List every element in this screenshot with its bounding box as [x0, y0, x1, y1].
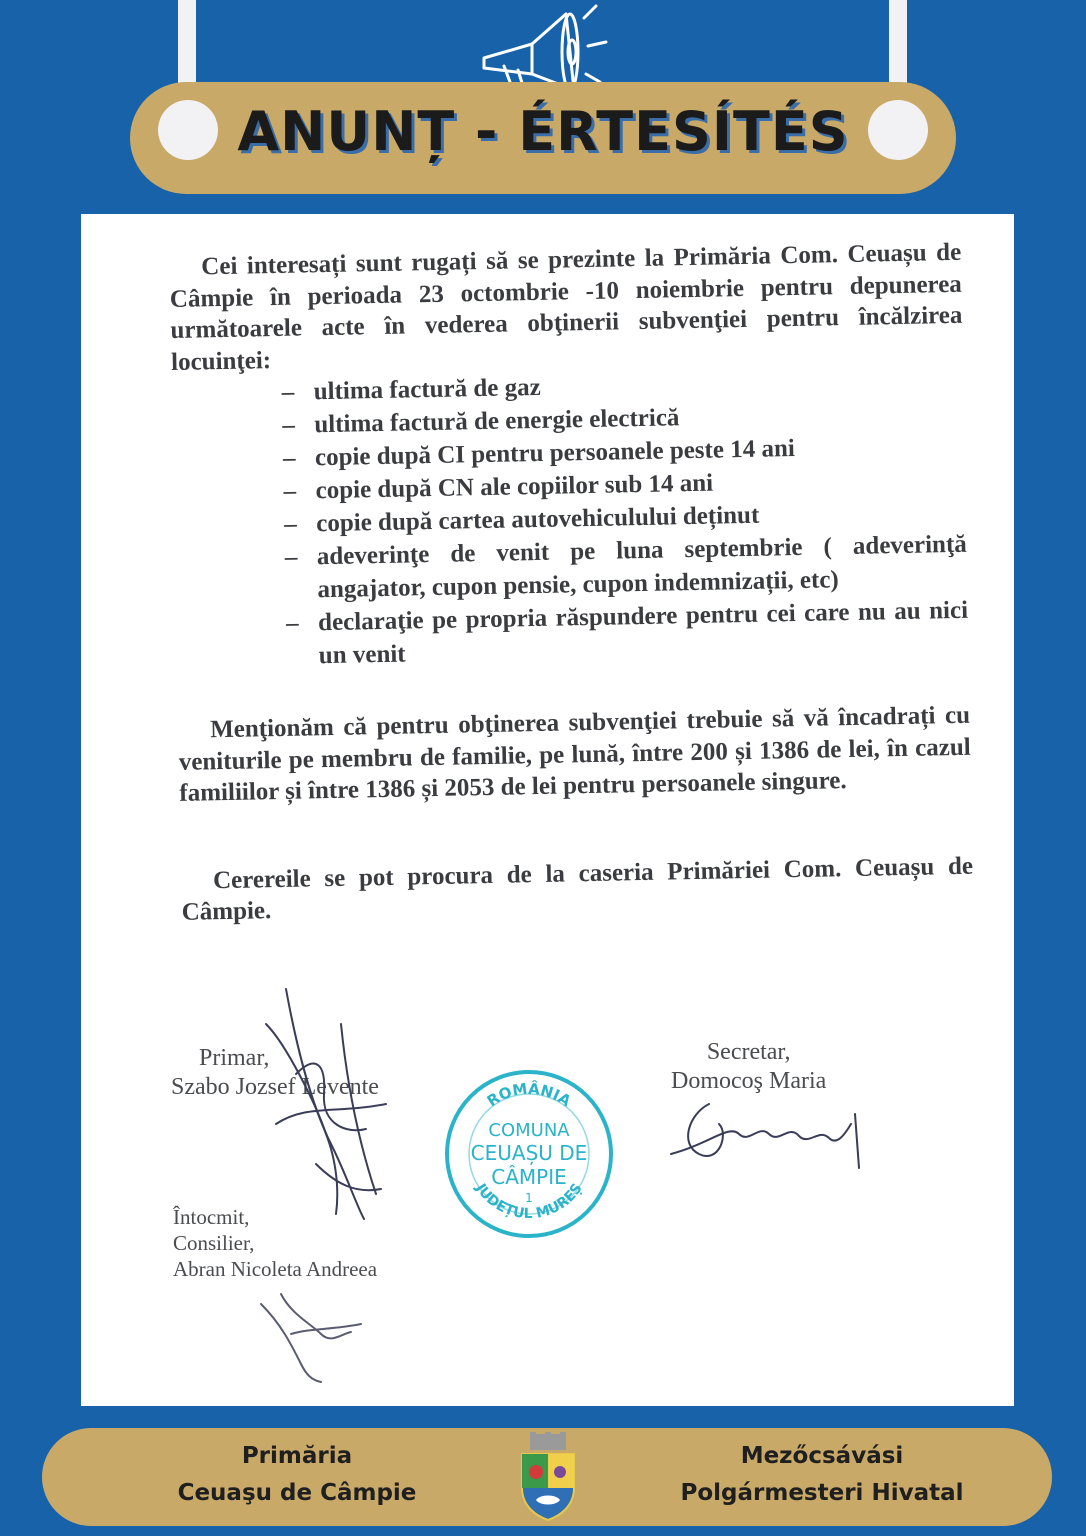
income-mention-paragraph: Menţionăm că pentru obţinerea subvenţiei trebuie să vă încadrați cu veniturile pe membru de familie, pe lună, între 200 și 1386 de lei, în cazul familiilor și între 1386 și 2053 de lei pentru persoanele singure.: [178, 701, 971, 807]
intro-paragraph: Cei interesați sunt rugați să se prezinte la Primăria Com. Ceuașu de Câmpie în perioada 23 octombrie -10 noiembrie pentru depunerea următoarele acte în vederea obţinerii subvenţiei pentru încălzirea locuinţei:: [169, 238, 963, 376]
title-banner: [130, 82, 956, 194]
footer-right-line1: Mezőcsávási: [740, 1443, 904, 1469]
stamp-line2: CEUAȘU DE: [470, 1141, 588, 1165]
footer-right-line2: Polgármesteri Hivatal: [680, 1480, 964, 1506]
list-item: – copie după CN ale copiilor sub 14 ani: [283, 469, 714, 505]
footer-left-line2: Ceuaşu de Câmpie: [177, 1480, 417, 1506]
prepared-by-label: Întocmit,: [173, 1205, 250, 1229]
prepared-by-role: Consilier,: [173, 1231, 255, 1255]
footer-left-line1: Primăria: [241, 1443, 353, 1469]
svg-text:ROMÂNIA: [484, 1079, 575, 1111]
footer-hungarian-institution: [642, 1438, 1002, 1512]
page-title: ANUNȚ - ÉRTESÍTÉS: [237, 100, 849, 163]
stamp-line3: CÂMPIE: [491, 1165, 567, 1189]
list-item: – declaraţie pe propria răspundere pentru cei care nu au nici un venit: [285, 596, 969, 670]
stamp-bottom-text: JUDEȚUL MUREȘ: [472, 1180, 586, 1223]
list-item: – adeverinţe de venit pe luna septembrie ( adeverinţă angajator, cupon pensie, cupon indemnizații, etc): [284, 530, 968, 604]
consilier-handwritten-signature: [251, 1284, 371, 1384]
mayor-name: Szabo Jozsef Levente: [171, 1074, 379, 1100]
prepared-by-name: Abran Nicoleta Andreea: [173, 1257, 378, 1281]
list-item: – ultima factură de energie electrică: [282, 404, 680, 439]
list-item: – copie după CI pentru persoanele peste 14 ani: [282, 435, 796, 472]
secretary-name: Domocoş Maria: [671, 1068, 827, 1094]
secretary-role: Secretar,: [706, 1039, 791, 1065]
mayor-handwritten-signature: [256, 984, 396, 1224]
footer-banner: [42, 1428, 1052, 1526]
list-item: – ultima factură de gaz: [281, 373, 541, 406]
stamp-line1: COMUNA: [488, 1120, 570, 1141]
announcement-paper: [81, 214, 1014, 1406]
stamp-top-text: ROMÂNIA: [483, 1079, 575, 1111]
mayor-role: Primar,: [199, 1045, 270, 1071]
stamp-number: 1: [525, 1191, 533, 1205]
closing-paragraph: Cerereile se pot procura de la caseria Primăriei Com. Ceuașu de Câmpie.: [181, 852, 974, 926]
coat-of-arms-icon: [516, 1432, 580, 1522]
list-item: – copie după cartea autovehiculului deținut: [283, 501, 760, 538]
secretary-signature-block: [671, 1038, 826, 1096]
secretary-handwritten-signature: [669, 1094, 869, 1174]
footer-romanian-institution: [142, 1438, 452, 1512]
announcement-body: [169, 237, 974, 929]
official-stamp: [439, 1064, 619, 1244]
required-documents-list: [171, 363, 969, 675]
